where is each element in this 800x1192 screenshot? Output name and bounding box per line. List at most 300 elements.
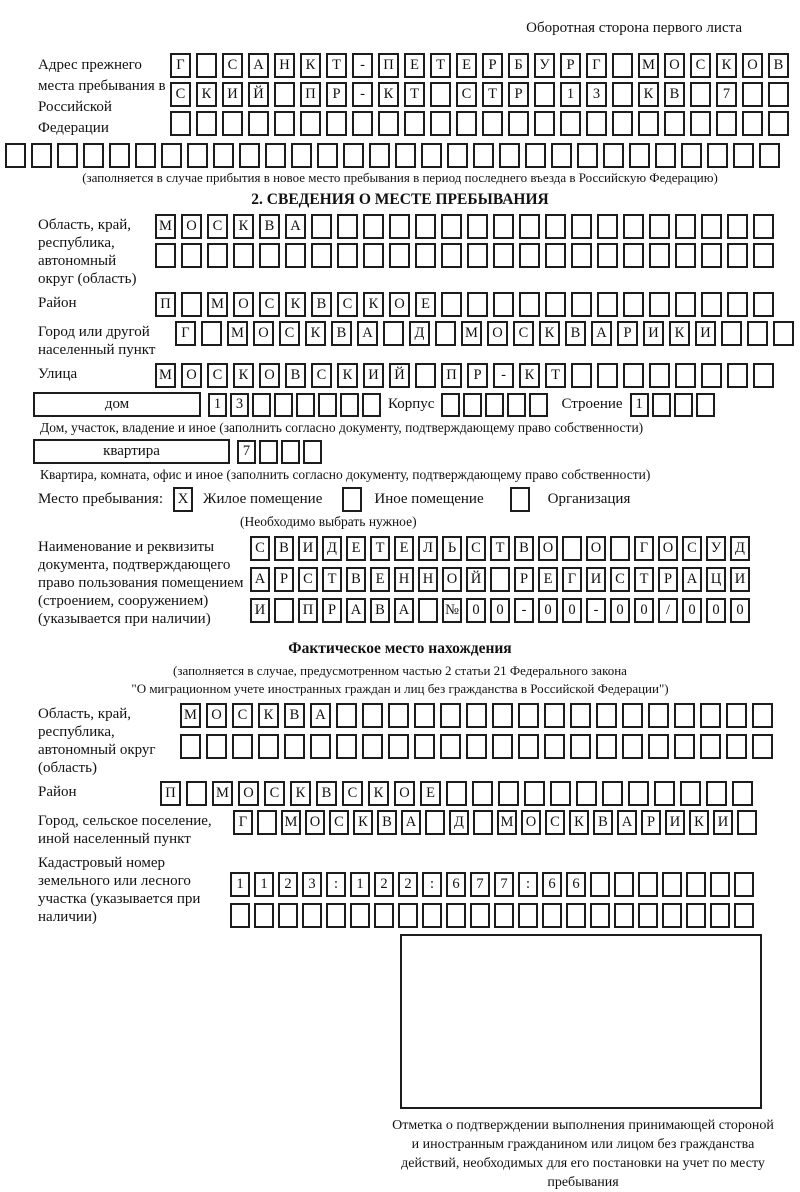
char-cell[interactable] bbox=[473, 143, 494, 168]
char-cell[interactable]: М bbox=[155, 214, 176, 239]
char-cell[interactable]: С bbox=[264, 781, 285, 806]
char-cell[interactable]: В bbox=[346, 567, 366, 592]
char-cell[interactable] bbox=[300, 111, 321, 136]
char-cell[interactable]: С bbox=[222, 53, 243, 78]
char-cell[interactable]: М bbox=[461, 321, 482, 346]
char-cell[interactable] bbox=[278, 903, 298, 928]
char-cell[interactable] bbox=[473, 810, 493, 835]
char-cell[interactable]: Н bbox=[394, 567, 414, 592]
char-cell[interactable] bbox=[710, 872, 730, 897]
char-cell[interactable] bbox=[752, 703, 773, 728]
char-cell[interactable] bbox=[490, 567, 510, 592]
char-cell[interactable] bbox=[350, 903, 370, 928]
char-cell[interactable]: С bbox=[250, 536, 270, 561]
char-cell[interactable]: С bbox=[466, 536, 486, 561]
char-cell[interactable] bbox=[701, 214, 722, 239]
char-cell[interactable] bbox=[649, 243, 670, 268]
char-cell[interactable]: В bbox=[331, 321, 352, 346]
char-cell[interactable]: 0 bbox=[490, 598, 510, 623]
char-cell[interactable]: К bbox=[716, 53, 737, 78]
char-cell[interactable]: Р bbox=[274, 567, 294, 592]
char-cell[interactable]: 2 bbox=[398, 872, 418, 897]
char-cell[interactable] bbox=[622, 734, 643, 759]
char-cell[interactable]: 1 bbox=[208, 393, 227, 417]
stay-type-checkbox-other[interactable] bbox=[342, 487, 362, 512]
char-cell[interactable] bbox=[467, 214, 488, 239]
stay-type-checkbox-organization[interactable] bbox=[510, 487, 530, 512]
char-cell[interactable]: 0 bbox=[562, 598, 582, 623]
char-cell[interactable]: К bbox=[337, 363, 358, 388]
char-cell[interactable]: Н bbox=[418, 567, 438, 592]
char-cell[interactable] bbox=[374, 903, 394, 928]
char-cell[interactable] bbox=[135, 143, 156, 168]
char-cell[interactable] bbox=[440, 703, 461, 728]
char-cell[interactable]: А bbox=[401, 810, 421, 835]
char-cell[interactable] bbox=[612, 53, 633, 78]
char-cell[interactable] bbox=[603, 143, 624, 168]
char-cell[interactable]: О bbox=[181, 214, 202, 239]
char-cell[interactable]: У bbox=[706, 536, 726, 561]
char-cell[interactable]: А bbox=[682, 567, 702, 592]
char-cell[interactable]: Р bbox=[322, 598, 342, 623]
char-cell[interactable] bbox=[545, 292, 566, 317]
char-cell[interactable] bbox=[181, 243, 202, 268]
char-cell[interactable]: К bbox=[363, 292, 384, 317]
char-cell[interactable]: 2 bbox=[278, 872, 298, 897]
char-cell[interactable] bbox=[284, 734, 305, 759]
char-cell[interactable] bbox=[519, 243, 540, 268]
char-cell[interactable] bbox=[727, 243, 748, 268]
char-cell[interactable] bbox=[31, 143, 52, 168]
char-cell[interactable]: С bbox=[513, 321, 534, 346]
char-cell[interactable] bbox=[551, 143, 572, 168]
char-cell[interactable] bbox=[180, 734, 201, 759]
char-cell[interactable] bbox=[545, 214, 566, 239]
char-cell[interactable] bbox=[612, 111, 633, 136]
char-cell[interactable]: М bbox=[497, 810, 517, 835]
char-cell[interactable]: Е bbox=[538, 567, 558, 592]
char-cell[interactable] bbox=[187, 143, 208, 168]
char-cell[interactable] bbox=[726, 734, 747, 759]
char-cell[interactable] bbox=[446, 903, 466, 928]
char-cell[interactable]: К bbox=[305, 321, 326, 346]
char-cell[interactable]: О bbox=[538, 536, 558, 561]
char-cell[interactable] bbox=[507, 393, 526, 417]
char-cell[interactable] bbox=[623, 363, 644, 388]
char-cell[interactable] bbox=[340, 393, 359, 417]
char-cell[interactable] bbox=[430, 111, 451, 136]
char-cell[interactable] bbox=[664, 111, 685, 136]
char-cell[interactable] bbox=[690, 82, 711, 107]
char-cell[interactable] bbox=[759, 143, 780, 168]
char-cell[interactable]: Й bbox=[466, 567, 486, 592]
char-cell[interactable]: Т bbox=[490, 536, 510, 561]
char-cell[interactable] bbox=[681, 143, 702, 168]
char-cell[interactable]: Т bbox=[634, 567, 654, 592]
char-cell[interactable] bbox=[311, 243, 332, 268]
char-cell[interactable] bbox=[326, 111, 347, 136]
char-cell[interactable] bbox=[675, 292, 696, 317]
char-cell[interactable] bbox=[707, 143, 728, 168]
char-cell[interactable] bbox=[629, 143, 650, 168]
char-cell[interactable]: М bbox=[155, 363, 176, 388]
char-cell[interactable] bbox=[622, 703, 643, 728]
char-cell[interactable]: И bbox=[298, 536, 318, 561]
char-cell[interactable]: Р bbox=[617, 321, 638, 346]
char-cell[interactable] bbox=[610, 536, 630, 561]
char-cell[interactable] bbox=[498, 781, 519, 806]
char-cell[interactable]: О bbox=[586, 536, 606, 561]
char-cell[interactable]: Й bbox=[389, 363, 410, 388]
char-cell[interactable]: А bbox=[394, 598, 414, 623]
char-cell[interactable] bbox=[638, 111, 659, 136]
char-cell[interactable]: П bbox=[298, 598, 318, 623]
char-cell[interactable] bbox=[623, 214, 644, 239]
char-cell[interactable] bbox=[696, 393, 715, 417]
char-cell[interactable]: О bbox=[487, 321, 508, 346]
char-cell[interactable] bbox=[614, 872, 634, 897]
char-cell[interactable] bbox=[576, 781, 597, 806]
char-cell[interactable] bbox=[470, 903, 490, 928]
char-cell[interactable] bbox=[363, 243, 384, 268]
char-cell[interactable] bbox=[674, 393, 693, 417]
char-cell[interactable] bbox=[389, 214, 410, 239]
char-cell[interactable] bbox=[648, 703, 669, 728]
char-cell[interactable]: Г bbox=[634, 536, 654, 561]
char-cell[interactable] bbox=[560, 111, 581, 136]
char-cell[interactable] bbox=[716, 111, 737, 136]
char-cell[interactable] bbox=[733, 143, 754, 168]
char-cell[interactable]: К bbox=[689, 810, 709, 835]
char-cell[interactable]: : bbox=[518, 872, 538, 897]
char-cell[interactable] bbox=[700, 703, 721, 728]
char-cell[interactable]: О bbox=[742, 53, 763, 78]
char-cell[interactable] bbox=[590, 872, 610, 897]
char-cell[interactable]: 0 bbox=[610, 598, 630, 623]
char-cell[interactable]: В bbox=[285, 363, 306, 388]
char-cell[interactable] bbox=[680, 781, 701, 806]
char-cell[interactable] bbox=[336, 734, 357, 759]
char-cell[interactable] bbox=[686, 872, 706, 897]
char-cell[interactable]: Р bbox=[482, 53, 503, 78]
char-cell[interactable] bbox=[446, 781, 467, 806]
char-cell[interactable] bbox=[259, 243, 280, 268]
char-cell[interactable] bbox=[706, 781, 727, 806]
char-cell[interactable] bbox=[352, 111, 373, 136]
char-cell[interactable] bbox=[628, 781, 649, 806]
char-cell[interactable] bbox=[303, 440, 322, 464]
char-cell[interactable] bbox=[232, 734, 253, 759]
char-cell[interactable]: Т bbox=[370, 536, 390, 561]
char-cell[interactable]: В bbox=[768, 53, 789, 78]
char-cell[interactable] bbox=[732, 781, 753, 806]
char-cell[interactable]: С bbox=[298, 567, 318, 592]
char-cell[interactable]: Е bbox=[394, 536, 414, 561]
char-cell[interactable] bbox=[196, 111, 217, 136]
char-cell[interactable] bbox=[233, 243, 254, 268]
char-cell[interactable] bbox=[727, 214, 748, 239]
char-cell[interactable]: 3 bbox=[302, 872, 322, 897]
char-cell[interactable]: И bbox=[713, 810, 733, 835]
char-cell[interactable] bbox=[571, 363, 592, 388]
char-cell[interactable] bbox=[467, 243, 488, 268]
char-cell[interactable]: С bbox=[329, 810, 349, 835]
char-cell[interactable] bbox=[492, 703, 513, 728]
char-cell[interactable] bbox=[753, 363, 774, 388]
char-cell[interactable] bbox=[441, 214, 462, 239]
char-cell[interactable]: П bbox=[155, 292, 176, 317]
char-cell[interactable]: 3 bbox=[586, 82, 607, 107]
char-cell[interactable] bbox=[662, 872, 682, 897]
char-cell[interactable] bbox=[545, 243, 566, 268]
char-cell[interactable] bbox=[383, 321, 404, 346]
char-cell[interactable] bbox=[493, 243, 514, 268]
char-cell[interactable]: С bbox=[337, 292, 358, 317]
char-cell[interactable]: П bbox=[441, 363, 462, 388]
char-cell[interactable]: П bbox=[160, 781, 181, 806]
char-cell[interactable] bbox=[590, 903, 610, 928]
char-cell[interactable] bbox=[336, 703, 357, 728]
char-cell[interactable] bbox=[362, 734, 383, 759]
char-cell[interactable] bbox=[753, 292, 774, 317]
char-cell[interactable] bbox=[326, 903, 346, 928]
char-cell[interactable] bbox=[206, 734, 227, 759]
char-cell[interactable] bbox=[737, 810, 757, 835]
char-cell[interactable] bbox=[562, 536, 582, 561]
char-cell[interactable]: О bbox=[389, 292, 410, 317]
char-cell[interactable]: Е bbox=[456, 53, 477, 78]
char-cell[interactable]: К bbox=[638, 82, 659, 107]
char-cell[interactable]: К bbox=[569, 810, 589, 835]
char-cell[interactable] bbox=[652, 393, 671, 417]
char-cell[interactable] bbox=[674, 734, 695, 759]
char-cell[interactable]: Р bbox=[467, 363, 488, 388]
char-cell[interactable]: Р bbox=[326, 82, 347, 107]
char-cell[interactable] bbox=[378, 111, 399, 136]
char-cell[interactable] bbox=[485, 393, 504, 417]
char-cell[interactable]: Д bbox=[730, 536, 750, 561]
char-cell[interactable]: Е bbox=[404, 53, 425, 78]
char-cell[interactable]: Т bbox=[430, 53, 451, 78]
char-cell[interactable]: О bbox=[233, 292, 254, 317]
char-cell[interactable] bbox=[586, 111, 607, 136]
char-cell[interactable] bbox=[57, 143, 78, 168]
char-cell[interactable]: О bbox=[206, 703, 227, 728]
char-cell[interactable]: 3 bbox=[230, 393, 249, 417]
char-cell[interactable]: В bbox=[274, 536, 294, 561]
char-cell[interactable] bbox=[623, 292, 644, 317]
char-cell[interactable]: Ь bbox=[442, 536, 462, 561]
char-cell[interactable] bbox=[296, 393, 315, 417]
char-cell[interactable]: 2 bbox=[374, 872, 394, 897]
char-cell[interactable]: В bbox=[284, 703, 305, 728]
char-cell[interactable] bbox=[597, 243, 618, 268]
char-cell[interactable]: С bbox=[342, 781, 363, 806]
char-cell[interactable]: М bbox=[207, 292, 228, 317]
char-cell[interactable] bbox=[441, 243, 462, 268]
char-cell[interactable]: С bbox=[232, 703, 253, 728]
char-cell[interactable] bbox=[252, 393, 271, 417]
char-cell[interactable] bbox=[493, 214, 514, 239]
char-cell[interactable] bbox=[302, 903, 322, 928]
char-cell[interactable] bbox=[674, 703, 695, 728]
char-cell[interactable]: И bbox=[695, 321, 716, 346]
char-cell[interactable]: - bbox=[352, 82, 373, 107]
char-cell[interactable]: В bbox=[311, 292, 332, 317]
char-cell[interactable]: В bbox=[514, 536, 534, 561]
char-cell[interactable]: К bbox=[285, 292, 306, 317]
char-cell[interactable]: - bbox=[352, 53, 373, 78]
char-cell[interactable]: К bbox=[353, 810, 373, 835]
char-cell[interactable] bbox=[648, 734, 669, 759]
char-cell[interactable]: / bbox=[658, 598, 678, 623]
char-cell[interactable]: С bbox=[690, 53, 711, 78]
char-cell[interactable]: 0 bbox=[634, 598, 654, 623]
char-cell[interactable] bbox=[398, 903, 418, 928]
char-cell[interactable] bbox=[638, 903, 658, 928]
char-cell[interactable] bbox=[362, 393, 381, 417]
char-cell[interactable] bbox=[570, 703, 591, 728]
char-cell[interactable] bbox=[734, 903, 754, 928]
char-cell[interactable] bbox=[508, 111, 529, 136]
char-cell[interactable] bbox=[686, 903, 706, 928]
char-cell[interactable] bbox=[170, 111, 191, 136]
char-cell[interactable] bbox=[421, 143, 442, 168]
char-cell[interactable] bbox=[239, 143, 260, 168]
char-cell[interactable]: 1 bbox=[350, 872, 370, 897]
char-cell[interactable]: Р bbox=[508, 82, 529, 107]
char-cell[interactable] bbox=[414, 734, 435, 759]
char-cell[interactable] bbox=[274, 598, 294, 623]
char-cell[interactable] bbox=[181, 292, 202, 317]
char-cell[interactable]: О bbox=[238, 781, 259, 806]
char-cell[interactable] bbox=[710, 903, 730, 928]
char-cell[interactable]: К bbox=[539, 321, 560, 346]
char-cell[interactable] bbox=[571, 214, 592, 239]
char-cell[interactable]: С bbox=[456, 82, 477, 107]
char-cell[interactable]: Е bbox=[346, 536, 366, 561]
char-cell[interactable]: Г bbox=[175, 321, 196, 346]
house-type-box[interactable]: дом bbox=[33, 392, 201, 417]
char-cell[interactable] bbox=[649, 214, 670, 239]
char-cell[interactable]: К bbox=[290, 781, 311, 806]
char-cell[interactable] bbox=[5, 143, 26, 168]
char-cell[interactable] bbox=[544, 703, 565, 728]
char-cell[interactable] bbox=[638, 872, 658, 897]
char-cell[interactable]: Д bbox=[409, 321, 430, 346]
char-cell[interactable]: М bbox=[638, 53, 659, 78]
char-cell[interactable] bbox=[747, 321, 768, 346]
char-cell[interactable]: В bbox=[377, 810, 397, 835]
char-cell[interactable]: К bbox=[258, 703, 279, 728]
char-cell[interactable] bbox=[362, 703, 383, 728]
char-cell[interactable] bbox=[701, 363, 722, 388]
char-cell[interactable] bbox=[524, 781, 545, 806]
char-cell[interactable]: Д bbox=[449, 810, 469, 835]
char-cell[interactable]: И bbox=[730, 567, 750, 592]
char-cell[interactable] bbox=[389, 243, 410, 268]
char-cell[interactable] bbox=[369, 143, 390, 168]
char-cell[interactable]: А bbox=[617, 810, 637, 835]
char-cell[interactable]: 6 bbox=[446, 872, 466, 897]
char-cell[interactable] bbox=[768, 111, 789, 136]
char-cell[interactable] bbox=[456, 111, 477, 136]
char-cell[interactable]: У bbox=[534, 53, 555, 78]
char-cell[interactable]: С bbox=[610, 567, 630, 592]
char-cell[interactable] bbox=[363, 214, 384, 239]
char-cell[interactable] bbox=[388, 703, 409, 728]
char-cell[interactable]: Р bbox=[514, 567, 534, 592]
char-cell[interactable]: О bbox=[253, 321, 274, 346]
char-cell[interactable] bbox=[259, 440, 278, 464]
char-cell[interactable] bbox=[414, 703, 435, 728]
char-cell[interactable]: Р bbox=[641, 810, 661, 835]
char-cell[interactable] bbox=[596, 703, 617, 728]
char-cell[interactable] bbox=[499, 143, 520, 168]
char-cell[interactable] bbox=[415, 243, 436, 268]
char-cell[interactable] bbox=[343, 143, 364, 168]
char-cell[interactable] bbox=[265, 143, 286, 168]
char-cell[interactable] bbox=[675, 243, 696, 268]
char-cell[interactable] bbox=[291, 143, 312, 168]
char-cell[interactable] bbox=[675, 214, 696, 239]
char-cell[interactable]: М bbox=[180, 703, 201, 728]
char-cell[interactable] bbox=[534, 111, 555, 136]
char-cell[interactable]: 6 bbox=[566, 872, 586, 897]
char-cell[interactable]: 0 bbox=[466, 598, 486, 623]
char-cell[interactable] bbox=[463, 393, 482, 417]
char-cell[interactable] bbox=[230, 903, 250, 928]
char-cell[interactable]: Е bbox=[415, 292, 436, 317]
char-cell[interactable] bbox=[404, 111, 425, 136]
char-cell[interactable] bbox=[570, 734, 591, 759]
char-cell[interactable]: 0 bbox=[682, 598, 702, 623]
char-cell[interactable] bbox=[395, 143, 416, 168]
char-cell[interactable] bbox=[726, 703, 747, 728]
char-cell[interactable] bbox=[492, 734, 513, 759]
char-cell[interactable] bbox=[518, 903, 538, 928]
char-cell[interactable]: Е bbox=[370, 567, 390, 592]
char-cell[interactable] bbox=[155, 243, 176, 268]
char-cell[interactable]: А bbox=[357, 321, 378, 346]
char-cell[interactable] bbox=[441, 393, 460, 417]
char-cell[interactable]: 7 bbox=[494, 872, 514, 897]
char-cell[interactable] bbox=[571, 243, 592, 268]
char-cell[interactable] bbox=[493, 292, 514, 317]
char-cell[interactable]: О bbox=[521, 810, 541, 835]
char-cell[interactable]: В bbox=[565, 321, 586, 346]
char-cell[interactable] bbox=[109, 143, 130, 168]
char-cell[interactable] bbox=[337, 243, 358, 268]
char-cell[interactable] bbox=[388, 734, 409, 759]
char-cell[interactable] bbox=[612, 82, 633, 107]
char-cell[interactable]: О bbox=[259, 363, 280, 388]
char-cell[interactable]: В bbox=[316, 781, 337, 806]
char-cell[interactable]: С bbox=[279, 321, 300, 346]
char-cell[interactable] bbox=[519, 292, 540, 317]
char-cell[interactable]: Р bbox=[560, 53, 581, 78]
char-cell[interactable]: И bbox=[643, 321, 664, 346]
char-cell[interactable]: Ц bbox=[706, 567, 726, 592]
char-cell[interactable] bbox=[258, 734, 279, 759]
flat-type-box[interactable]: квартира bbox=[33, 439, 230, 464]
char-cell[interactable]: И bbox=[363, 363, 384, 388]
char-cell[interactable] bbox=[207, 243, 228, 268]
char-cell[interactable] bbox=[544, 734, 565, 759]
char-cell[interactable]: Т bbox=[326, 53, 347, 78]
char-cell[interactable]: Й bbox=[248, 82, 269, 107]
char-cell[interactable]: А bbox=[250, 567, 270, 592]
